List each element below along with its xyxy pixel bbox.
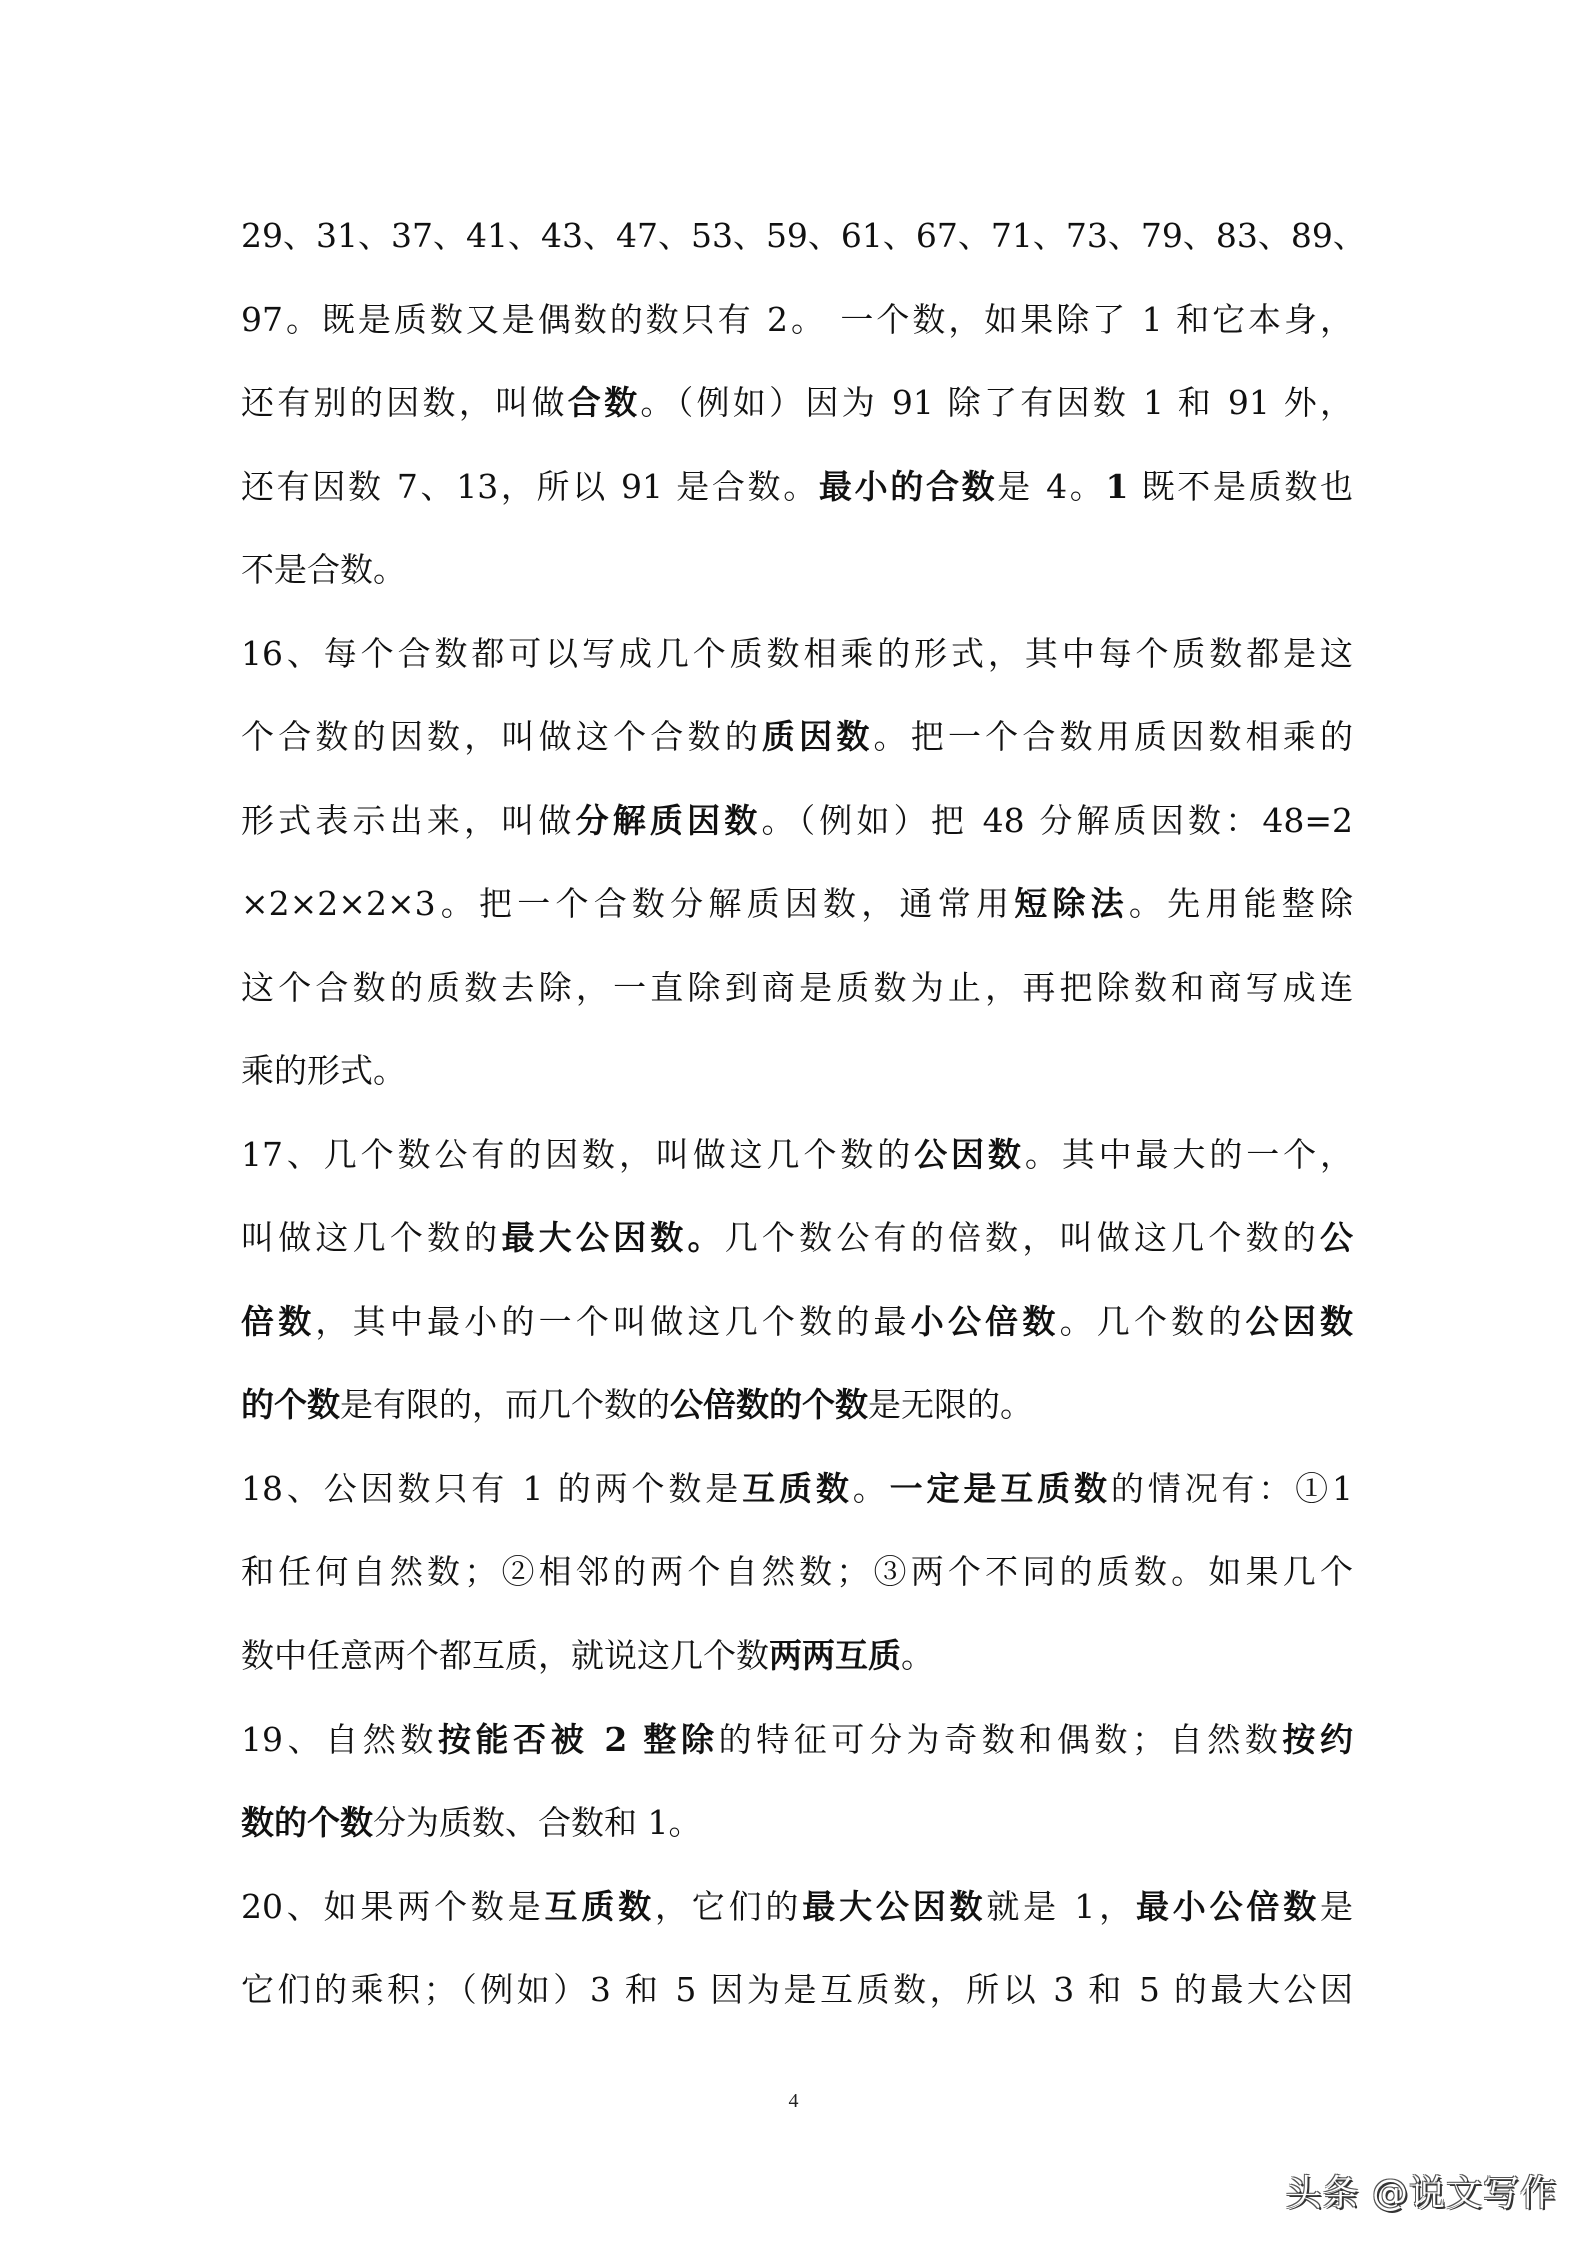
bold-term: 公因数 <box>1245 1302 1354 1341</box>
text-segment: 形式表示出来，叫做 <box>241 801 576 840</box>
page-number: 4 <box>788 2090 799 2112</box>
text-segment: 。 <box>852 1469 890 1508</box>
text-line <box>241 378 1353 428</box>
text-segment: 是无限的。 <box>868 1385 1033 1424</box>
text-line <box>241 1965 1353 2015</box>
text-segment: 17、几个数公有的因数，叫做这几个数的 <box>241 1135 915 1174</box>
text-segment: 19、自然数 <box>241 1720 438 1759</box>
bold-term: 小公倍数 <box>910 1302 1060 1341</box>
text-segment: 。（例如）因为 91 除了有因数 1 和 91 外， <box>640 383 1354 422</box>
text-segment: 是有限的，而几个数的 <box>340 1385 670 1424</box>
text-segment: ，其中最小的一个叫做这几个数的最 <box>315 1302 911 1341</box>
bold-term: 按约 <box>1282 1720 1354 1759</box>
bold-term: 最大公因数 <box>802 1887 987 1926</box>
watermark: 头条 @说文写作 <box>1285 2173 1557 2214</box>
text-segment: 。先用能整除 <box>1128 884 1354 923</box>
text-line <box>241 1046 1353 1096</box>
text-line <box>241 879 1353 929</box>
text-line <box>241 545 1353 595</box>
text-segment: 叫做这几个数的 <box>241 1218 502 1257</box>
text-line <box>241 1798 1353 1848</box>
text-segment: 16、每个合数都可以写成几个质数相乘的形式，其中每个质数都是这 <box>241 634 1353 673</box>
text-segment: 就是 1， <box>986 1887 1136 1926</box>
text-segment: 不是合数。 <box>241 550 406 589</box>
bold-term: 倍数 <box>241 1302 316 1341</box>
text-line <box>241 1882 1353 1932</box>
bold-term: 最大公因数。 <box>501 1218 725 1257</box>
text-segment: 既不是质数也 <box>1128 467 1353 506</box>
text-segment: 18、公因数只有 1 的两个数是 <box>241 1469 743 1508</box>
text-segment: ，它们的 <box>654 1887 803 1926</box>
text-line <box>241 1547 1353 1597</box>
text-segment: 个合数的因数，叫做这个合数的 <box>241 717 762 756</box>
bold-term: 的个数 <box>241 1385 340 1424</box>
text-segment: 97。既是质数又是偶数的数只有 2。 一个数，如果除了 1 和它本身， <box>241 300 1353 339</box>
text-segment: 20、如果两个数是 <box>241 1887 545 1926</box>
text-segment: 它们的乘积；（例如）3 和 5 因为是互质数，所以 3 和 5 的最大公因 <box>241 1970 1353 2009</box>
bold-term: 按能否被 2 整除 <box>437 1720 719 1759</box>
bold-term: 最小公倍数 <box>1135 1887 1321 1926</box>
text-line <box>241 295 1353 345</box>
bold-term: 两两互质 <box>769 1636 901 1675</box>
text-line <box>241 796 1353 846</box>
text-segment: 的特征可分为奇数和偶数；自然数 <box>718 1720 1283 1759</box>
text-segment: ×2×2×2×3。把一个合数分解质因数，通常用 <box>241 884 1015 923</box>
text-line <box>241 1297 1353 1347</box>
bold-term: 分解质因数 <box>575 801 762 840</box>
text-line <box>241 1130 1353 1180</box>
bold-term: 公倍数的个数 <box>670 1385 868 1424</box>
bold-term: 数的个数 <box>241 1803 373 1842</box>
text-segment: 这个合数的质数去除，一直除到商是质数为止，再把除数和商写成连 <box>241 968 1353 1007</box>
bold-term: 质因数 <box>761 717 874 756</box>
bold-term: 互质数 <box>742 1469 853 1508</box>
text-line <box>241 629 1353 679</box>
bold-term: 公 <box>1320 1218 1354 1257</box>
bold-term: 互质数 <box>544 1887 655 1926</box>
text-segment: 还有因数 7、13，所以 91 是合数。 <box>241 467 819 506</box>
text-segment: 。把一个合数用质因数相乘的 <box>873 717 1354 756</box>
text-line <box>241 1715 1353 1765</box>
text-segment: 是 <box>1320 1887 1354 1926</box>
text-segment: 29、31、37、41、43、47、53、59、61、67、71、73、79、83、89、 <box>241 216 1366 255</box>
bold-term: 1 <box>1105 467 1129 506</box>
bold-term: 一定是互质数 <box>889 1469 1111 1508</box>
text-segment: 的情况有：①1 <box>1110 1469 1354 1508</box>
text-line <box>241 211 1366 261</box>
text-line <box>241 1380 1353 1430</box>
bold-term: 最小的合数 <box>818 467 998 506</box>
text-segment: 数中任意两个都互质，就说这几个数 <box>241 1636 769 1675</box>
text-line <box>241 712 1353 762</box>
text-segment: 几个数公有的倍数，叫做这几个数的 <box>724 1218 1321 1257</box>
text-segment: 。其中最大的一个， <box>1024 1135 1354 1174</box>
text-segment: 分为质数、合数和 1。 <box>373 1803 702 1842</box>
text-line <box>241 1631 1353 1681</box>
text-line <box>241 963 1353 1013</box>
bold-term: 短除法 <box>1014 884 1129 923</box>
text-segment: 是 4。 <box>997 467 1106 506</box>
text-line <box>241 462 1353 512</box>
text-segment: 。（例如）把 48 分解质因数：48=2 <box>761 801 1354 840</box>
text-line <box>241 1464 1353 1514</box>
text-segment: 乘的形式。 <box>241 1051 406 1090</box>
text-line <box>241 1213 1353 1263</box>
text-segment: 。几个数的 <box>1059 1302 1246 1341</box>
text-segment: 。 <box>901 1636 934 1675</box>
text-segment: 和任何自然数；②相邻的两个自然数；③两个不同的质数。如果几个 <box>241 1552 1353 1591</box>
bold-term: 公因数 <box>914 1135 1025 1174</box>
text-segment: 还有别的因数，叫做 <box>241 383 568 422</box>
bold-term: 合数 <box>567 383 641 422</box>
